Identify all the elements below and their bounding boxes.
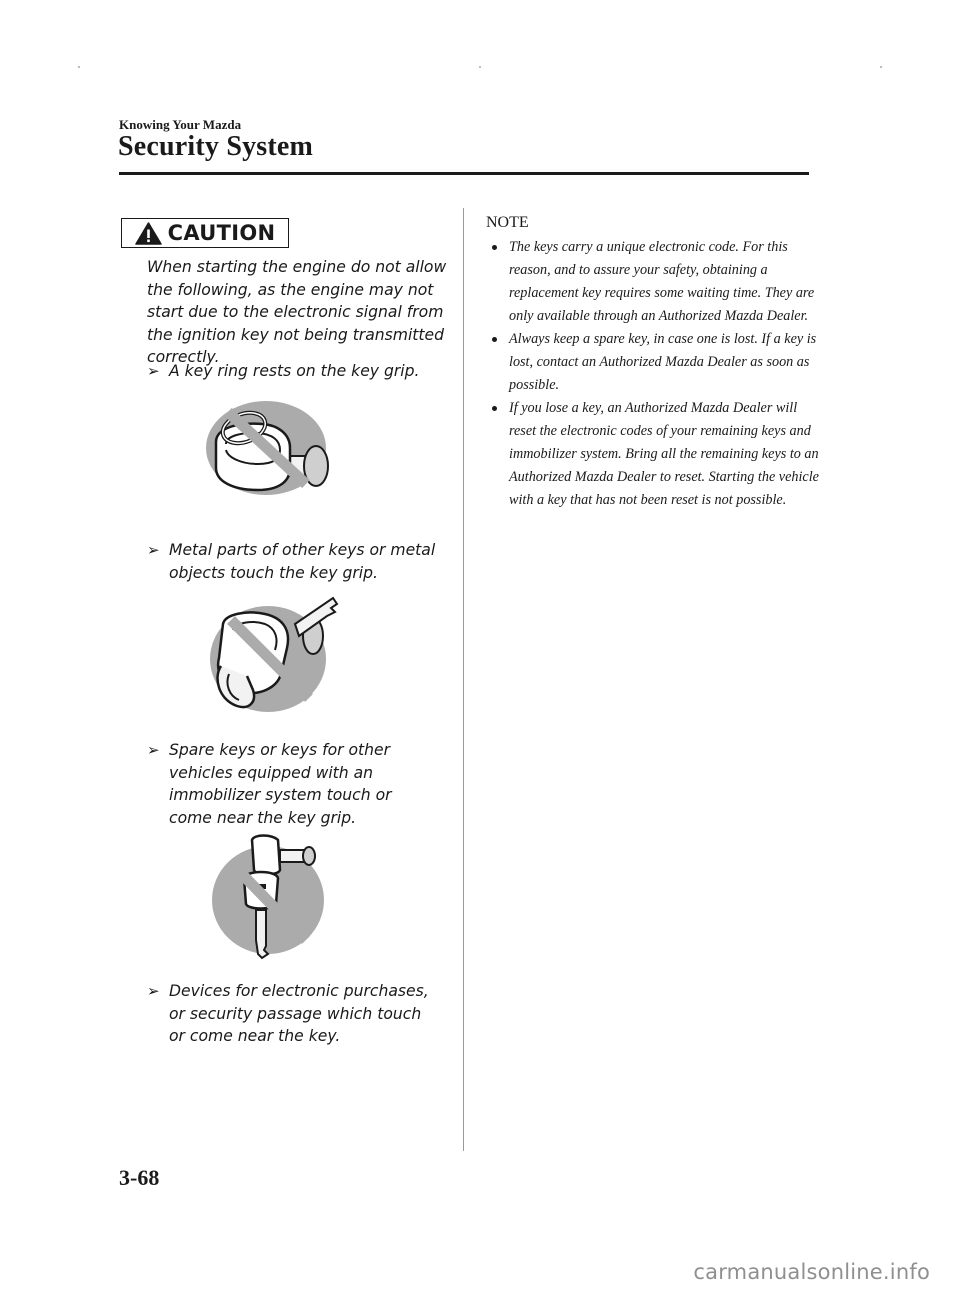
note-item: Always keep a spare key, in case one is lost. If a key is lost, contact an Authorized Mazda Dealer as soon as possible. (491, 328, 821, 397)
crop-mark (78, 66, 80, 68)
key-ring-prohibited-illustration (198, 398, 333, 503)
section-label: Knowing Your Mazda (119, 117, 242, 132)
page-number: 3-68 (119, 1165, 160, 1190)
caution-intro: When starting the engine do not allow the following, as the engine may not start due to the electronic signal from the ignition key not being transmitted correctly. (147, 258, 447, 366)
note-item: If you lose a key, an Authorized Mazda Dealer will reset the electronic codes of your remaining keys and immobilizer system. Bring all the remaining keys to an Authorized Mazda Dealer to reset. Starting the vehicle with a key that has not been reset is not possible. (491, 397, 821, 512)
title-rule (119, 172, 809, 175)
caution-item-text: Spare keys or keys for other vehicles equipped with an immobilizer system touch or come near the key grip. (169, 741, 392, 827)
warning-triangle-icon (135, 222, 162, 245)
caution-item (147, 739, 439, 829)
arrow-bullet-icon: ➢ (147, 982, 160, 1000)
arrow-bullet-icon: ➢ (147, 362, 160, 380)
caution-item-text: A key ring rests on the key grip. (169, 362, 420, 380)
page-title: Security System (118, 131, 314, 162)
column-divider (463, 208, 464, 1151)
metal-keys-prohibited-illustration (203, 596, 343, 723)
crop-mark (479, 66, 481, 68)
note-title: NOTE (486, 214, 529, 231)
watermark: carmanualsonline.info (693, 1260, 930, 1284)
caution-item (147, 360, 439, 383)
spare-keys-prohibited-illustration (206, 830, 331, 965)
caution-heading: CAUTION (167, 221, 276, 245)
caution-item (147, 980, 439, 1048)
caution-item (147, 539, 439, 584)
arrow-bullet-icon: ➢ (147, 541, 160, 559)
crop-mark (880, 66, 882, 68)
caution-item-text: Devices for electronic purchases, or security passage which touch or come near the key. (169, 982, 429, 1045)
arrow-bullet-icon: ➢ (147, 741, 160, 759)
caution-item-text: Metal parts of other keys or metal objects touch the key grip. (169, 541, 436, 582)
caution-heading-box (121, 218, 289, 248)
note-item: The keys carry a unique electronic code. For this reason, and to assure your safety, obtaining a replacement key requires some waiting time. They are only available through an Authorized Mazda Dealer. (491, 236, 821, 328)
note-list (491, 236, 821, 512)
